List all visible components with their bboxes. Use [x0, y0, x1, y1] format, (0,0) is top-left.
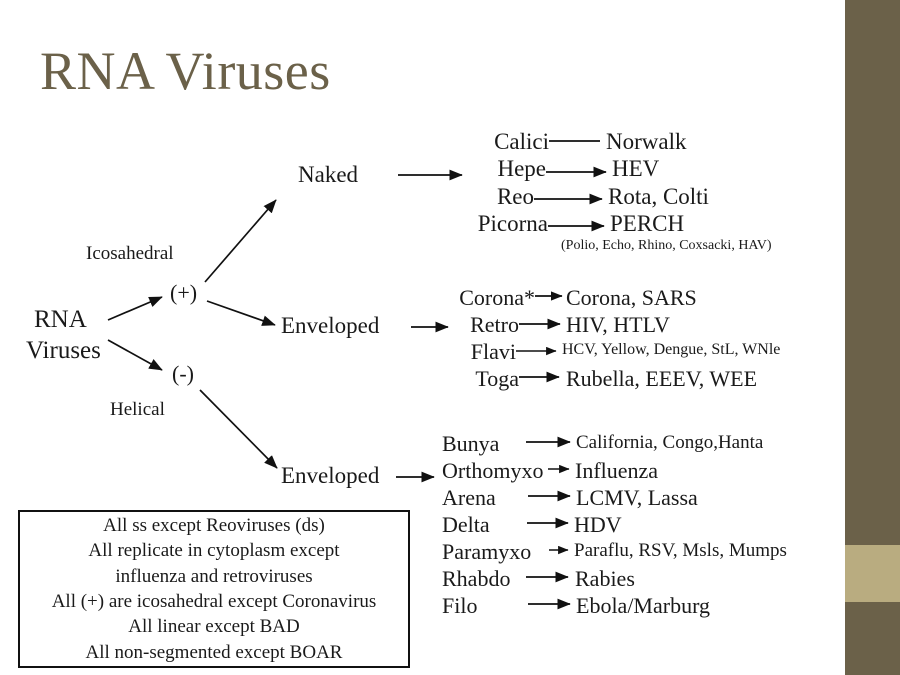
- product-label: Ebola/Marburg: [576, 593, 711, 618]
- family-label: Paramyxo: [442, 539, 532, 564]
- capsid-helical-label: Helical: [110, 399, 165, 420]
- note-line: All non-segmented except BOAR: [85, 641, 343, 663]
- group-label-naked: Naked: [298, 162, 359, 187]
- product-label: HCV, Yellow, Dengue, StL, WNle: [562, 341, 781, 358]
- family-label: Toga: [475, 366, 519, 391]
- family-label: Orthomyxo: [442, 458, 544, 483]
- family-label: Filo: [442, 593, 478, 618]
- root-label-line2: Viruses: [26, 337, 101, 364]
- branch-plus: (+): [170, 280, 198, 305]
- family-label: Flavi: [470, 339, 516, 364]
- family-label: Hepe: [497, 156, 546, 181]
- branch-minus: (-): [172, 361, 194, 386]
- sidebar-segment-accent: [845, 545, 900, 602]
- product-label: Rota, Colti: [608, 184, 709, 209]
- note-line: All linear except BAD: [128, 616, 300, 638]
- family-label: Bunya: [442, 431, 500, 456]
- picorna-note: (Polio, Echo, Rhino, Coxsacki, HAV): [561, 238, 772, 253]
- capsid-icosahedral-label: Icosahedral: [86, 243, 174, 264]
- product-label: Rubella, EEEV, WEE: [566, 366, 758, 391]
- note-line: All (+) are icosahedral except Coronavirus: [51, 591, 377, 612]
- family-label: Reo: [496, 184, 534, 209]
- product-label: Influenza: [575, 458, 659, 483]
- product-label: Paraflu, RSV, Msls, Mumps: [574, 540, 787, 561]
- notes-box: [18, 510, 410, 668]
- family-label: Corona*: [459, 285, 535, 310]
- group-label-enveloped-minus: Enveloped: [281, 463, 380, 488]
- note-line: All ss except Reoviruses (ds): [103, 515, 325, 537]
- product-label: PERCH: [610, 211, 685, 236]
- sidebar-segment-bottom: [845, 602, 900, 675]
- family-label: Rhabdo: [442, 566, 511, 591]
- product-label: HEV: [612, 156, 660, 181]
- page-title: RNA Viruses: [40, 41, 331, 101]
- family-label: Delta: [442, 512, 490, 537]
- product-label: HIV, HTLV: [566, 312, 670, 337]
- product-label: LCMV, Lassa: [576, 485, 698, 510]
- sidebar-segment-top: [845, 0, 900, 545]
- product-label: HDV: [574, 512, 622, 537]
- family-label: Picorna: [477, 211, 548, 236]
- product-label: Rabies: [575, 566, 635, 591]
- product-label: Corona, SARS: [566, 285, 697, 310]
- family-label: Arena: [442, 485, 496, 510]
- family-label: Calici: [494, 129, 549, 154]
- root-label-line1: RNA: [34, 306, 87, 333]
- product-label: Norwalk: [606, 129, 687, 154]
- product-label: California, Congo,Hanta: [576, 432, 764, 453]
- decorative-sidebar: [845, 0, 900, 675]
- family-label: Retro: [470, 312, 519, 337]
- note-line: influenza and retroviruses: [115, 565, 313, 587]
- note-line: All replicate in cytoplasm except: [88, 540, 340, 562]
- group-label-enveloped-plus: Enveloped: [281, 313, 380, 338]
